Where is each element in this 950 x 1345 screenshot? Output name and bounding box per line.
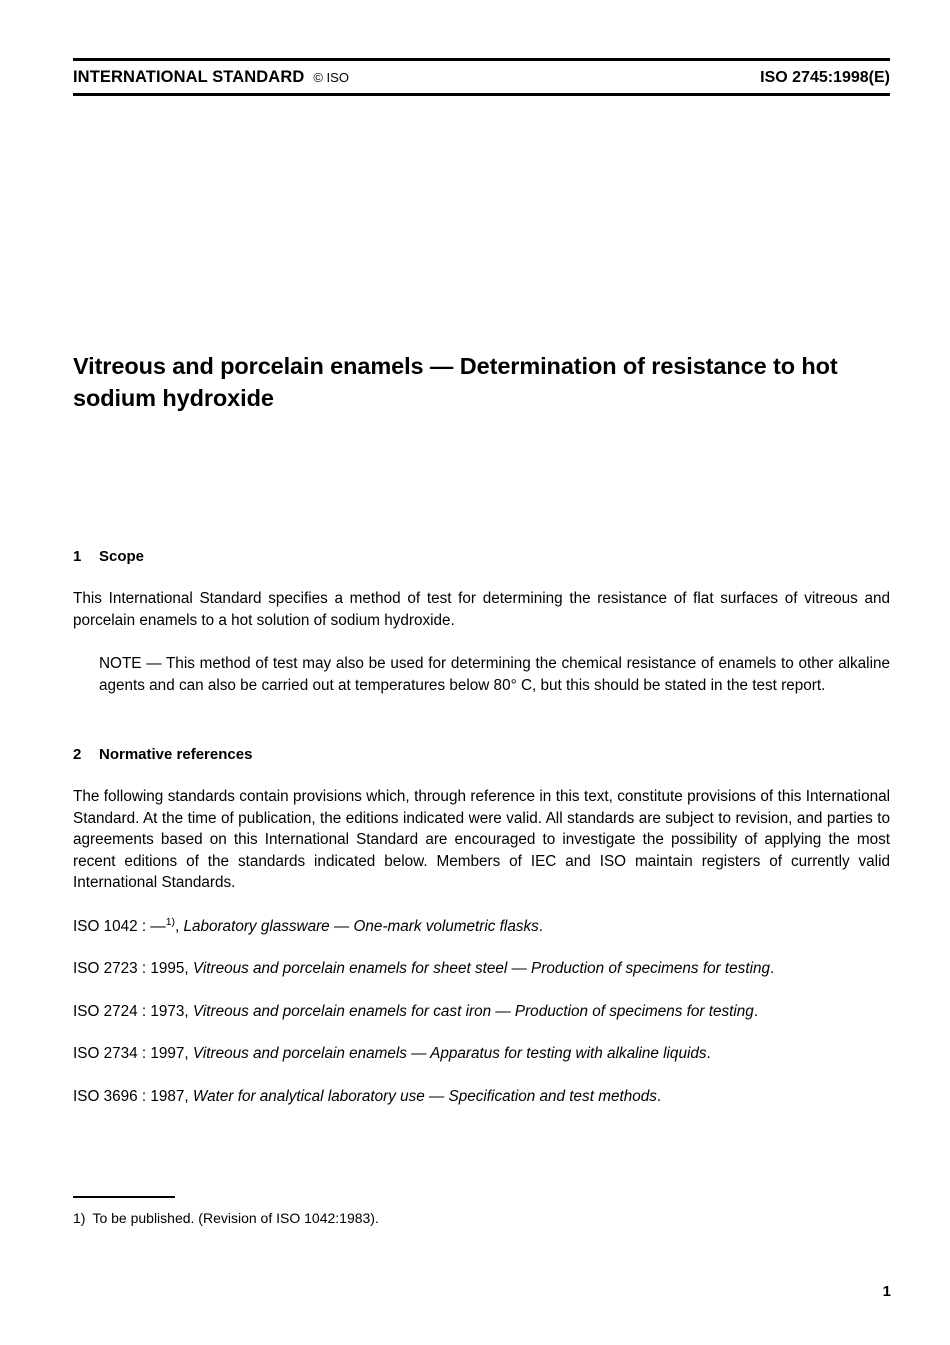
header-bottom-rule bbox=[73, 93, 890, 96]
normative-reference-list bbox=[73, 916, 890, 1108]
section-heading-scope bbox=[73, 548, 890, 565]
footnote-marker: 1) bbox=[73, 1209, 86, 1226]
copyright-notice: © ISO bbox=[313, 70, 349, 85]
footnote-separator-rule bbox=[73, 1196, 175, 1198]
normative-references-paragraph: The following standards contain provisions which, through reference in this text, constitute provisions of this International Standard. At the time of publication, the editions indicated were valid. All standards are subject to revision, and parties to agreements based on this International Standard are encouraged to investigate the possibility of applying the most recent editions of the standards indicated below. Members of IEC and ISO maintain registers of currently valid International Standards. bbox=[73, 788, 890, 891]
page-number: 1 bbox=[882, 1283, 891, 1300]
reference-title: Vitreous and porcelain enamels for sheet steel — Production of specimens for testing bbox=[192, 960, 770, 977]
reference-title: Vitreous and porcelain enamels for cast iron — Production of specimens for testing bbox=[192, 1002, 754, 1020]
normative-reference-item bbox=[73, 958, 890, 980]
document-title: Vitreous and porcelain enamels — Determination of resistance to hot sodium hydroxide bbox=[73, 352, 838, 411]
reference-footnote-marker: 1) bbox=[165, 916, 175, 928]
section-title-normative-references: Normative references bbox=[99, 746, 253, 763]
reference-separator: , bbox=[184, 1045, 193, 1062]
section-number-1: 1 bbox=[73, 548, 82, 565]
footnote-entry bbox=[73, 1209, 673, 1228]
reference-terminator: . bbox=[656, 1087, 662, 1105]
reference-designation: ISO 1042 : — bbox=[73, 917, 166, 935]
reference-designation: ISO 2734 : 1997 bbox=[73, 1045, 185, 1062]
standard-reference-number: ISO 2745:1998(E) bbox=[760, 69, 890, 86]
normative-reference-item bbox=[73, 1001, 890, 1023]
reference-title: Vitreous and porcelain enamels — Apparatus for testing with alkaline liquids bbox=[192, 1045, 707, 1062]
section-number-2: 2 bbox=[73, 746, 82, 763]
reference-title: Water for analytical laboratory use — Specification and test methods bbox=[192, 1087, 657, 1105]
section-heading-normative-references bbox=[73, 746, 890, 763]
normative-reference-item bbox=[73, 916, 890, 938]
reference-title: Laboratory glassware — One-mark volumetric flasks bbox=[183, 917, 539, 935]
reference-terminator: . bbox=[538, 917, 544, 935]
reference-separator: , bbox=[184, 1002, 193, 1020]
footnote-body-text: To be published. (Revision of ISO 1042:1983). bbox=[92, 1209, 379, 1226]
reference-designation: ISO 3696 : 1987 bbox=[73, 1087, 185, 1105]
header-row bbox=[73, 61, 890, 93]
reference-separator: , bbox=[184, 1087, 193, 1105]
reference-separator: , bbox=[184, 960, 193, 977]
reference-designation: ISO 2723 : 1995 bbox=[73, 960, 185, 977]
document-body bbox=[73, 548, 890, 1107]
reference-terminator: . bbox=[753, 1002, 759, 1020]
header-left-group bbox=[73, 68, 349, 87]
reference-designation: ISO 2724 : 1973 bbox=[73, 1002, 185, 1020]
scope-paragraph: This International Standard specifies a method of test for determining the resistance of flat surfaces of vitreous and porcelain enamels to a hot solution of sodium hydroxide. bbox=[73, 590, 890, 629]
standard-type-label: INTERNATIONAL STANDARD bbox=[73, 68, 305, 86]
reference-separator: , bbox=[174, 917, 184, 935]
section-title-scope: Scope bbox=[99, 548, 145, 565]
reference-terminator: . bbox=[769, 960, 775, 977]
normative-reference-item bbox=[73, 1086, 890, 1108]
reference-terminator: . bbox=[706, 1045, 711, 1062]
normative-reference-item bbox=[73, 1043, 890, 1065]
page-header bbox=[73, 58, 890, 96]
scope-note: NOTE — This method of test may also be used for determining the chemical resistance of enamels to other alkaline agents and can also be carried out at temperatures below 80° C, but this should be stated in the test report. bbox=[99, 655, 890, 694]
footnote-area bbox=[73, 1196, 673, 1228]
